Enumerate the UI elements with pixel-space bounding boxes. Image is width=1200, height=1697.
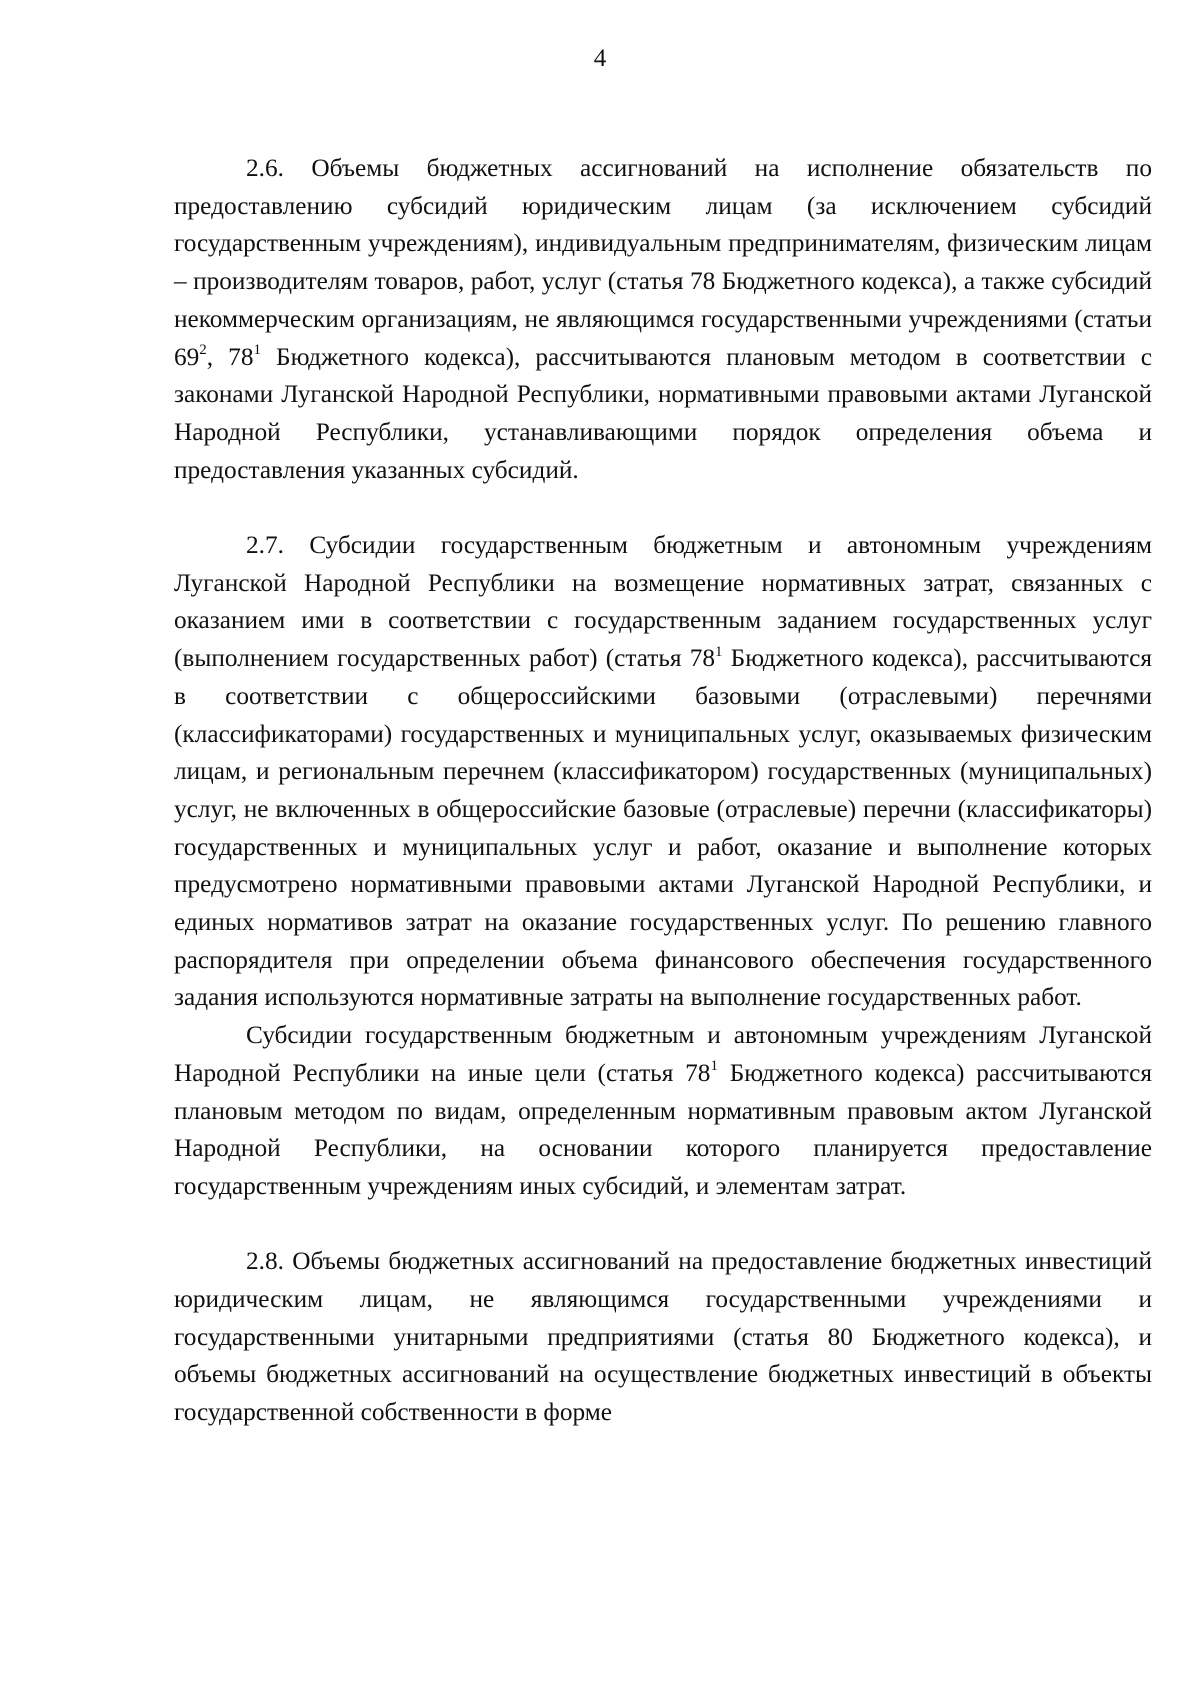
paragraph-2-8-text: 2.8. Объемы бюджетных ассигнований на предоставление бюджетных инвестиций юридическим лицам, не являющимся государственными учреждениями и государственными унитарными предприятиями (статья 80 Бюджетного кодекса), и объемы бюджетных ассигнований на осуществление бюджетных инвестиций в объекты государственной собственности в форме [174,1247,1152,1427]
paragraph-2-7-text-a: 2.7. Субсидии государственным бюджетным и автономным учреждениям Луганской Народной Республики на возмещение нормативных затрат, связанных с оказанием ими в соответствии с государственным заданием государственных услуг (выполнением государственных работ) (статья 78 [174,531,1152,673]
paragraph-2-6-text-c: Бюджетного кодекса), рассчитываются плановым методом в соответствии с законами Луганской Народной Республики, нормативными правовыми актами Луганской Народной Республики, устанавливающими порядок определения объема и предоставления указанных субсидий. [174,342,1152,484]
paragraph-2-7-other-text-a: Субсидии государственным бюджетным и автономным учреждениям Луганской Народной Республики на иные цели (статья 78 [174,1021,1152,1087]
superscript: 2 [199,342,207,359]
paragraph-2-6 [174,150,1152,489]
paragraph-2-7-text-b: Бюджетного кодекса), рассчитываются в соответствии с общероссийскими базовыми (отраслевыми) перечнями (классификаторами) государственных и муниципальных услуг, оказываемых физическим лицам, и региональным перечнем (классификатором) государственных (муниципальных) услуг, не включенных в общероссийские базовые (отраслевые) перечни (классификаторы) государственных и муниципальных услуг и работ, оказание и выполнение которых предусмотрено нормативными правовыми актами Луганской Народной Республики, и единых нормативов затрат на оказание государственных услуг. По решению главного распорядителя при определении объема финансового обеспечения государственного задания используются нормативные затраты на выполнение государственных работ. [174,644,1152,1012]
superscript: 1 [715,643,723,660]
paragraph-2-8 [174,1243,1152,1432]
paragraph-2-7-other-purposes [174,1017,1152,1206]
page-number: 4 [593,45,607,72]
paragraph-2-6-text-b: , 78 [206,342,254,371]
paragraph-2-7 [174,527,1152,1017]
document-body [174,150,1152,1432]
superscript: 1 [710,1058,718,1075]
paragraph-2-6-text-a: 2.6. Объемы бюджетных ассигнований на исполнение обязательств по предоставлению субсидий юридическим лицам (за исключением субсидий государственным учреждениям), индивидуальным предпринимателям, физическим лицам – производителям товаров, работ, услуг (статья 78 Бюджетного кодекса), а также субсидий некоммерческим организациям, не являющимся государственными учреждениями (статьи 69 [174,154,1152,371]
superscript: 1 [253,342,261,359]
paragraph-2-7-other-text-b: Бюджетного кодекса) рассчитываются плановым методом по видам, определенным нормативным правовым актом Луганской Народной Республики, на основании которого планируется предоставление государственным учреждениям иных субсидий, и элементам затрат. [174,1058,1152,1200]
